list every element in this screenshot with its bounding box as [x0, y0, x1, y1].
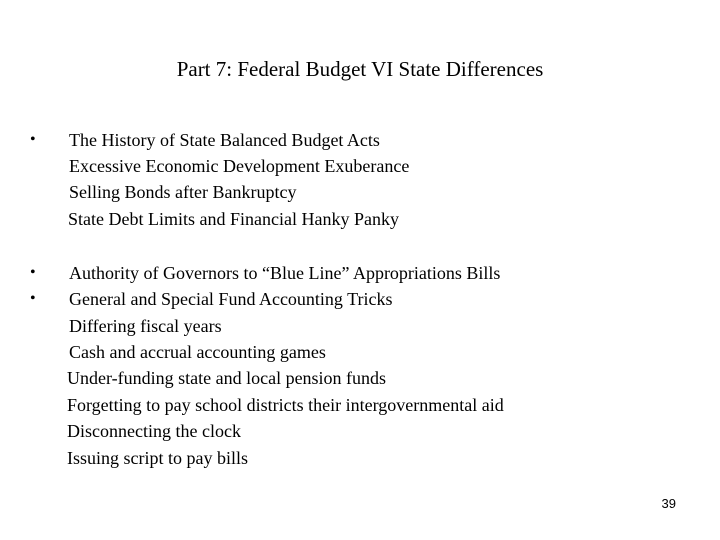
sub-item: Disconnecting the clock — [67, 421, 241, 441]
bullet-marker: • — [30, 264, 36, 281]
sub-item: State Debt Limits and Financial Hanky Panky — [68, 209, 399, 229]
sub-item: Issuing script to pay bills — [67, 448, 248, 468]
sub-item: Selling Bonds after Bankruptcy — [69, 182, 297, 202]
sub-item: Cash and accrual accounting games — [69, 342, 326, 362]
bullet-item: Authority of Governors to “Blue Line” Appropriations Bills — [69, 263, 501, 283]
bullet-marker: • — [30, 131, 36, 148]
bullet-marker: • — [30, 290, 36, 307]
sub-item: Differing fiscal years — [69, 316, 222, 336]
bullet-item: The History of State Balanced Budget Acts — [69, 130, 380, 150]
bullet-item: General and Special Fund Accounting Tricks — [69, 289, 393, 309]
sub-item: Under-funding state and local pension funds — [67, 368, 387, 388]
sub-item: Forgetting to pay school districts their intergovernmental aid — [67, 395, 504, 415]
slide-title: Part 7: Federal Budget VI State Differences — [176, 57, 544, 81]
sub-item: Excessive Economic Development Exuberance — [69, 156, 410, 176]
page-number: 39 — [661, 496, 676, 511]
